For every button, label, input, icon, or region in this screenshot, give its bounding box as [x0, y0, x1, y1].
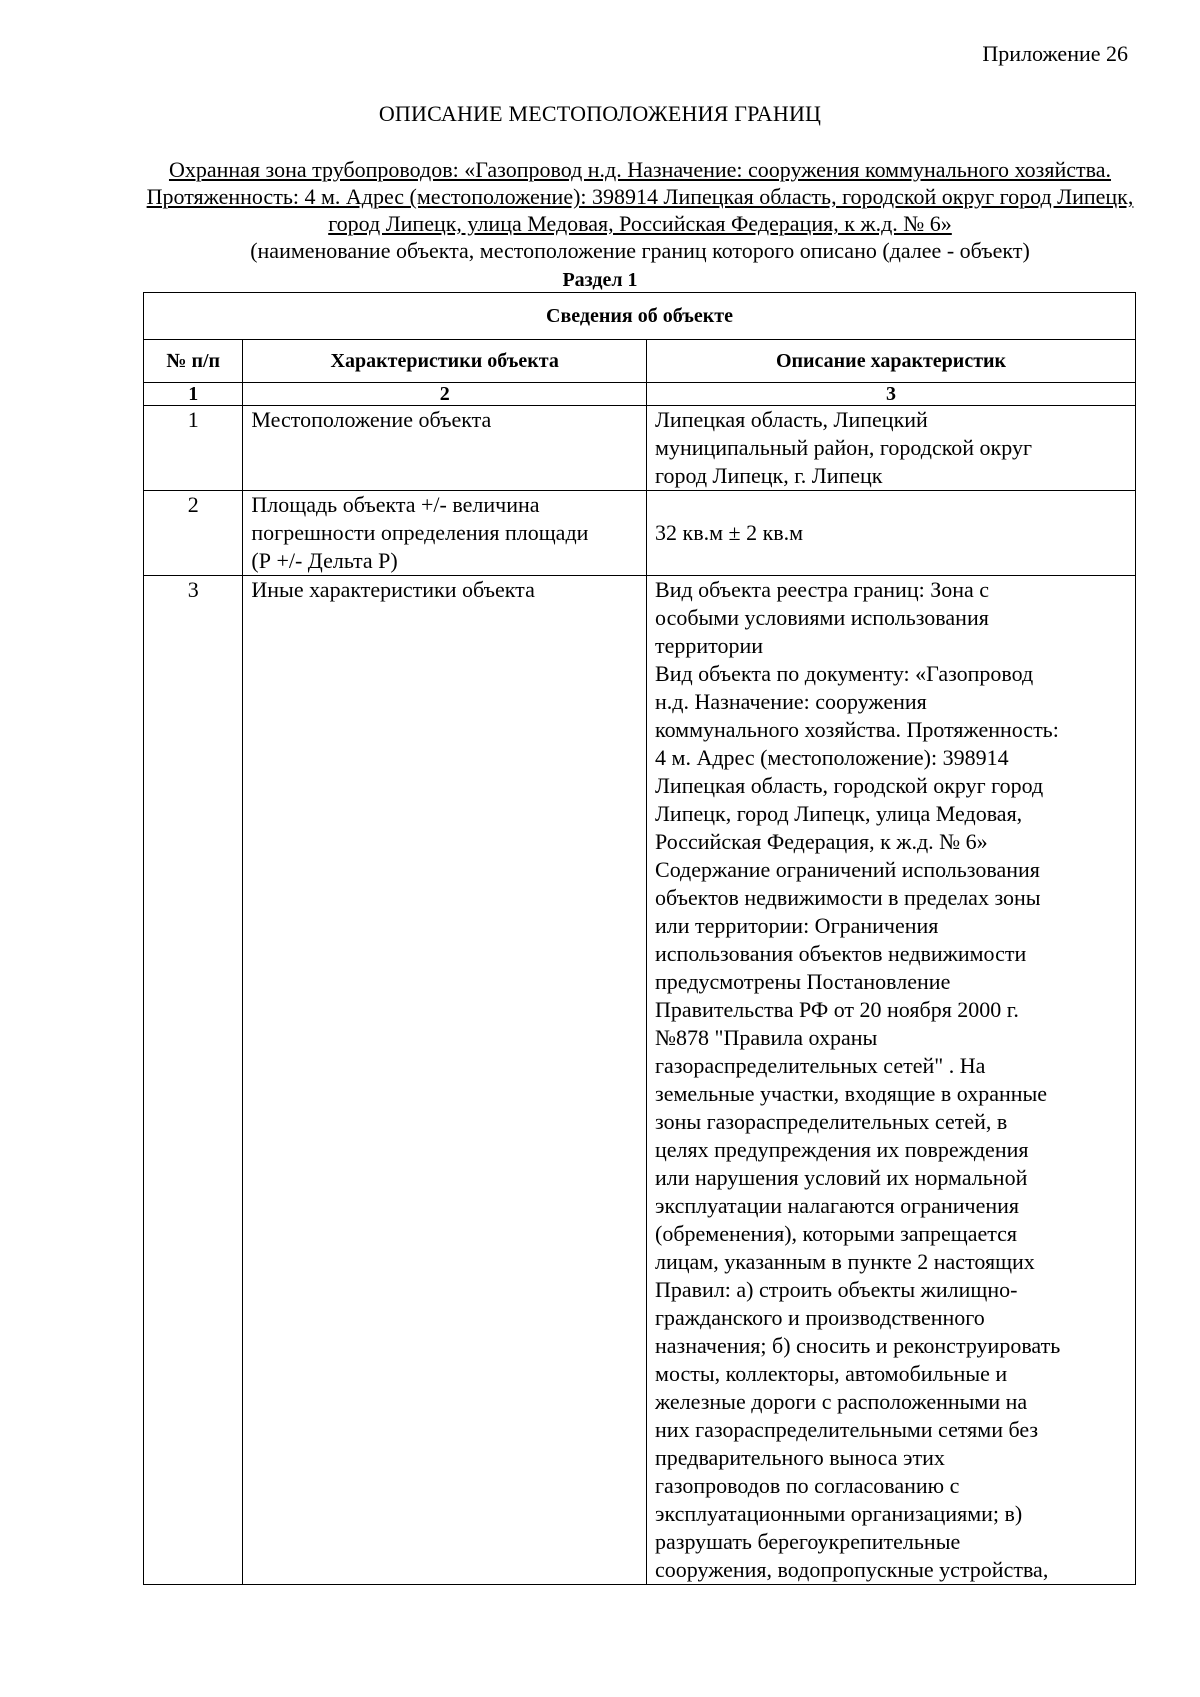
column-header-number: № п/п [144, 340, 243, 383]
row-characteristic: Иные характеристики объекта [243, 576, 647, 1585]
column-header-characteristic: Характеристики объекта [243, 340, 647, 383]
row-characteristic: Площадь объекта +/- величина погрешности определения площади (Р +/- Дельта Р) [243, 491, 647, 576]
column-header-description: Описание характеристик [647, 340, 1136, 383]
row-characteristic: Местоположение объекта [243, 406, 647, 491]
column-number-2: 2 [243, 383, 647, 406]
document-title: ОПИСАНИЕ МЕСТОПОЛОЖЕНИЯ ГРАНИЦ [378, 101, 822, 126]
row-description: Липецкая область, Липецкий муниципальный район, городской округ город Липецк, г. Липецк [647, 406, 1136, 491]
row-description: 32 кв.м ± 2 кв.м [647, 491, 1136, 576]
table-heading: Сведения об объекте [144, 293, 1136, 340]
row-description: Вид объекта реестра границ: Зона с особыми условиями использования территории Вид объекта по документу: «Газопровод н.д. Назначение: сооружения коммунального хозяйства. Протяженность: 4 м. Адрес (местоположение): 398914 Липецкая область, городской округ город Липецк, город Липецк, улица Медовая, Российская Федерация, к ж.д. № 6» Содержание ограничений использования объектов недвижимости в пределах зоны или территории: Ограничения использования объектов недвижимости предусмотрены Постановление Правительства РФ от 20 ноября 2000 г. №878 "Правила охраны газораспределительных сетей" . На земельные участки, входящие в охранные зоны газораспределительных сетей, в целях предупреждения их повреждения или нарушения условий их нормальной эксплуатации налагаются ограничения (обременения), которыми запрещается лицам, указанным в пункте 2 настоящих Правил: а) строить объекты жилищно- гражданского и производственного назначения; б) сносить и реконструировать мосты, коллекторы, автомобильные и железные дороги с расположенными на них газораспределительными сетями без предварительного выноса этих газопроводов по согласованию с эксплуатационными организациями; в) разрушать берегоукрепительные сооружения, водопропускные устройства, [647, 576, 1136, 1585]
section-label: Раздел 1 [562, 269, 638, 291]
column-number-row [144, 383, 1136, 406]
table-row [144, 491, 1136, 576]
table-heading-row [144, 293, 1136, 340]
column-number-3: 3 [647, 383, 1136, 406]
object-caption: (наименование объекта, местоположение границ которого описано (далее - объект) [250, 238, 1030, 263]
object-name: Охранная зона трубопроводов: «Газопровод н.д. Назначение: сооружения коммунального хозяйства. Протяженность: 4 м. Адрес (местоположение): 398914 Липецкая область, городской округ город Липецк, город Липецк, улица Медовая, Российская Федерация, к ж.д. № 6» [146, 157, 1134, 236]
row-number: 3 [144, 576, 243, 1585]
row-number: 2 [144, 491, 243, 576]
table-row [144, 406, 1136, 491]
row-number: 1 [144, 406, 243, 491]
object-block [130, 156, 1150, 264]
object-info-table [143, 292, 1136, 1585]
appendix-number: Приложение 26 [982, 41, 1128, 66]
column-number-1: 1 [144, 383, 243, 406]
table-row [144, 576, 1136, 1585]
column-header-row [144, 340, 1136, 383]
